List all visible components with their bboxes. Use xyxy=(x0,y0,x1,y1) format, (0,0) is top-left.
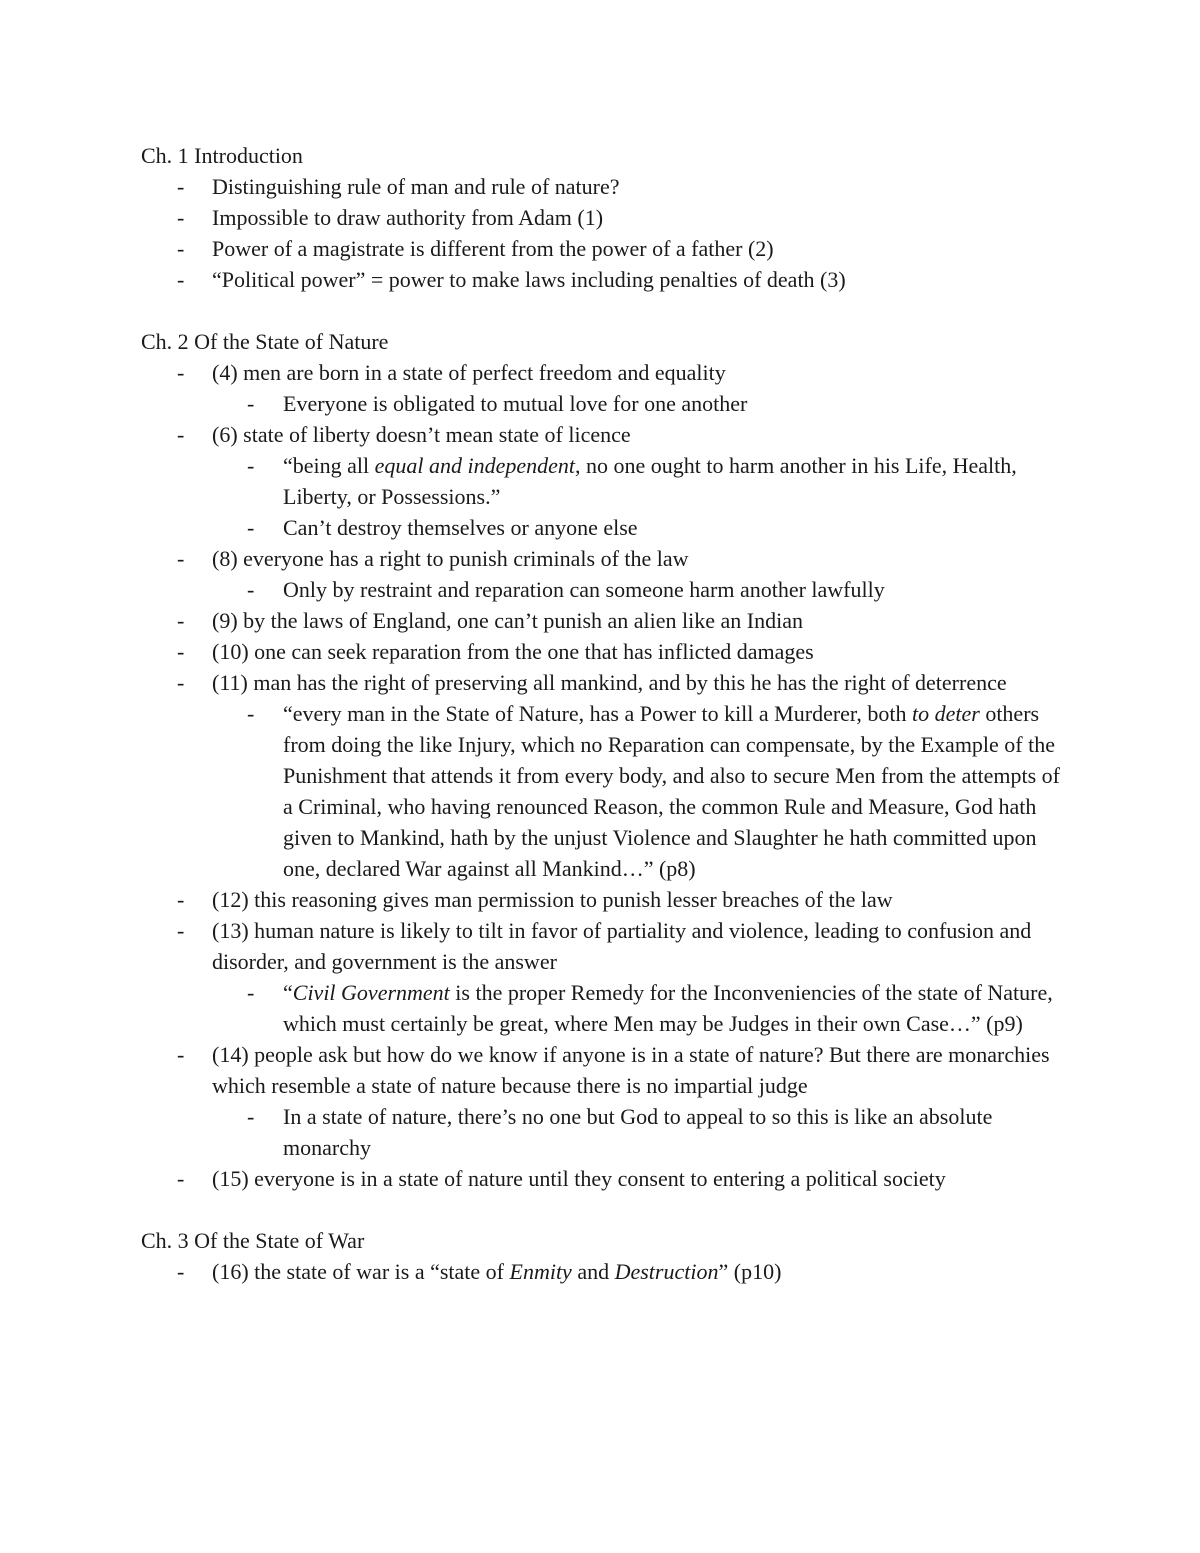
item-text: Only by restraint and reparation can someone harm another lawfully xyxy=(283,577,885,602)
list-item xyxy=(141,605,1071,636)
bullet-dash: - xyxy=(177,608,185,633)
bullet-dash: - xyxy=(177,267,185,292)
bullet-dash: - xyxy=(177,1042,185,1067)
list-item xyxy=(141,1163,1071,1194)
list-item xyxy=(141,264,1071,295)
item-text: Power of a magistrate is different from the power of a father (2) xyxy=(212,236,774,261)
item-text: (11) man has the right of preserving all mankind, and by this he has the right of deterrence xyxy=(212,670,1007,695)
item-text-mid: and xyxy=(571,1259,615,1284)
item-text: (14) people ask but how do we know if anyone is in a state of nature? But there are monarchies which resemble a state of nature because there is no impartial judge xyxy=(212,1042,1050,1098)
list-item xyxy=(141,1256,1071,1287)
chapter-3-section xyxy=(141,1225,1071,1287)
quote-text-end: others from doing the like Injury, which no Reparation can compensate, by the Example of the Punishment that attends it from every body, and also to secure Men from the attempts of a Criminal, who having renounced Reason, the common Rule and Measure, God hath given to Mankind, hath by the unjust Violence and Slaughter he hath committed upon one, declared War against all Mankind…” (p8) xyxy=(283,701,1060,881)
emphasis-destruction: Destruction xyxy=(614,1259,719,1284)
sub-list-item xyxy=(141,574,1071,605)
list-item xyxy=(141,171,1071,202)
quote-emphasis: equal and independent xyxy=(374,453,576,478)
quote-text-end: is the proper Remedy for the Inconveniencies of the state of Nature, which must certainly be great, where Men may be Judges in their own Case…” (p9) xyxy=(283,980,1053,1036)
chapter-1-heading: Ch. 1 Introduction xyxy=(141,143,303,168)
item-text: (4) men are born in a state of perfect freedom and equality xyxy=(212,360,726,385)
item-text: (8) everyone has a right to punish criminals of the law xyxy=(212,546,689,571)
bullet-dash: - xyxy=(247,515,255,540)
bullet-dash: - xyxy=(247,577,255,602)
item-text: (6) state of liberty doesn’t mean state of licence xyxy=(212,422,631,447)
list-item xyxy=(141,636,1071,667)
quote-emphasis: Civil Government xyxy=(292,980,450,1005)
sub-list-item xyxy=(141,1101,1071,1163)
item-text: (13) human nature is likely to tilt in favor of partiality and violence, leading to confusion and disorder, and government is the answer xyxy=(212,918,1032,974)
bullet-dash: - xyxy=(247,1104,255,1129)
bullet-dash: - xyxy=(177,918,185,943)
sub-list-item xyxy=(141,450,1071,512)
bullet-dash: - xyxy=(247,391,255,416)
bullet-dash: - xyxy=(177,670,185,695)
item-text: (10) one can seek reparation from the one that has inflicted damages xyxy=(212,639,814,664)
item-text: “Political power” = power to make laws including penalties of death (3) xyxy=(212,267,846,292)
item-text: Can’t destroy themselves or anyone else xyxy=(283,515,638,540)
list-item xyxy=(141,543,1071,574)
sub-list-item xyxy=(141,512,1071,543)
item-text-end: ” (p10) xyxy=(718,1259,782,1284)
bullet-dash: - xyxy=(177,546,185,571)
bullet-dash: - xyxy=(177,422,185,447)
chapter-2-heading: Ch. 2 Of the State of Nature xyxy=(141,329,389,354)
bullet-dash: - xyxy=(177,236,185,261)
list-item xyxy=(141,667,1071,698)
bullet-dash: - xyxy=(177,639,185,664)
item-text: In a state of nature, there’s no one but God to appeal to so this is like an absolute monarchy xyxy=(283,1104,993,1160)
sub-list-item xyxy=(141,698,1071,884)
list-item xyxy=(141,419,1071,450)
sub-list-item xyxy=(141,977,1071,1039)
bullet-dash: - xyxy=(247,701,255,726)
item-text: (15) everyone is in a state of nature until they consent to entering a political society xyxy=(212,1166,946,1191)
chapter-2-section xyxy=(141,326,1071,1194)
chapter-1-section xyxy=(141,140,1071,295)
item-text: Impossible to draw authority from Adam (1) xyxy=(212,205,604,230)
sub-list-item xyxy=(141,388,1071,419)
bullet-dash: - xyxy=(247,453,255,478)
list-item xyxy=(141,915,1071,977)
document-page xyxy=(141,140,1071,1287)
item-text: (12) this reasoning gives man permission to punish lesser breaches of the law xyxy=(212,887,893,912)
bullet-dash: - xyxy=(177,360,185,385)
bullet-dash: - xyxy=(247,980,255,1005)
bullet-dash: - xyxy=(177,1259,185,1284)
emphasis-enmity: Enmity xyxy=(509,1259,572,1284)
quote-text-end: , no one ought to harm another in his Life, Health, Liberty, or Possessions.” xyxy=(283,453,1017,509)
item-text: (9) by the laws of England, one can’t punish an alien like an Indian xyxy=(212,608,803,633)
list-item xyxy=(141,884,1071,915)
chapter-3-heading: Ch. 3 Of the State of War xyxy=(141,1228,365,1253)
item-text: Everyone is obligated to mutual love for one another xyxy=(283,391,748,416)
bullet-dash: - xyxy=(177,205,185,230)
bullet-dash: - xyxy=(177,174,185,199)
bullet-dash: - xyxy=(177,1166,185,1191)
quote-text-start: “every man in the State of Nature, has a Power to kill a Murderer, both xyxy=(283,701,912,726)
list-item xyxy=(141,357,1071,388)
quote-text-start: “ xyxy=(283,980,293,1005)
list-item xyxy=(141,233,1071,264)
item-text-start: (16) the state of war is a “state of xyxy=(212,1259,510,1284)
list-item xyxy=(141,202,1071,233)
quote-emphasis: to deter xyxy=(911,701,980,726)
list-item xyxy=(141,1039,1071,1101)
item-text: Distinguishing rule of man and rule of nature? xyxy=(212,174,620,199)
bullet-dash: - xyxy=(177,887,185,912)
quote-text-start: “being all xyxy=(283,453,375,478)
